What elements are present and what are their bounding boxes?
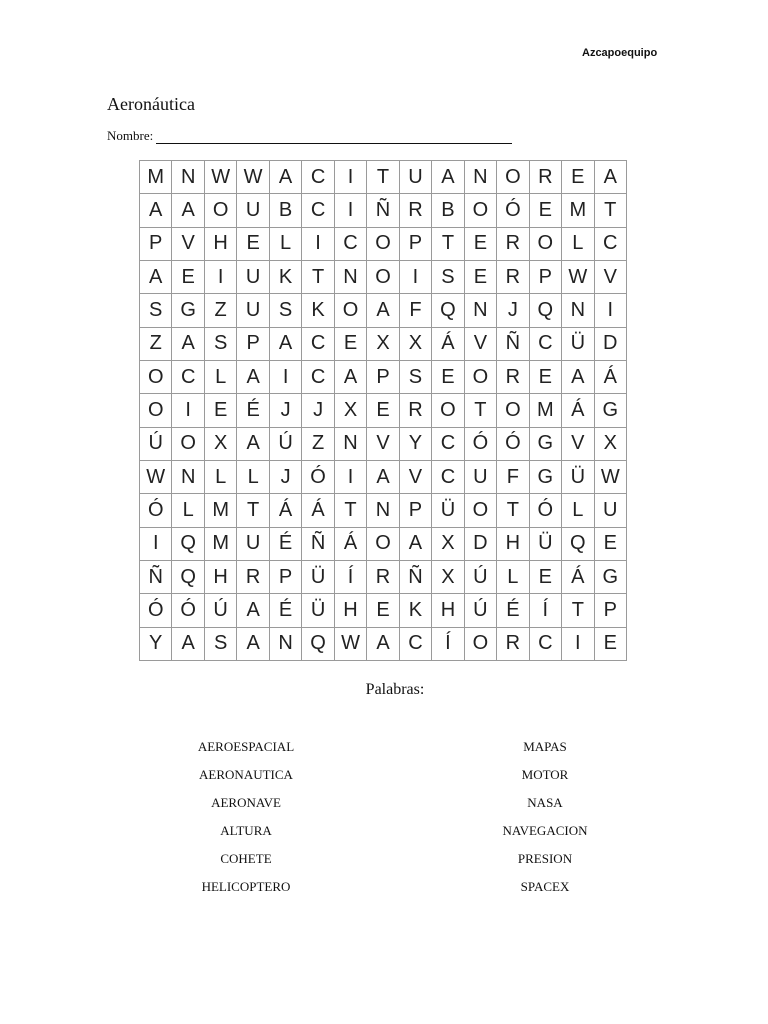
grid-cell: X — [400, 328, 432, 361]
grid-cell: Á — [432, 328, 464, 361]
grid-cell: I — [172, 394, 204, 427]
grid-cell: Á — [562, 561, 594, 594]
grid-cell: U — [595, 494, 627, 527]
grid-cell: M — [205, 528, 237, 561]
grid-cell: Z — [302, 428, 334, 461]
grid-cell: Á — [335, 528, 367, 561]
grid-cell: E — [172, 261, 204, 294]
grid-cell: N — [465, 161, 497, 194]
grid-cell: K — [270, 261, 302, 294]
grid-cell: L — [205, 361, 237, 394]
grid-cell: N — [172, 161, 204, 194]
grid-cell: C — [302, 161, 334, 194]
grid-cell: O — [205, 194, 237, 227]
word-item: HELICOPTERO — [201, 879, 291, 894]
grid-cell: X — [595, 428, 627, 461]
grid-cell: N — [172, 461, 204, 494]
grid-cell: Ó — [465, 428, 497, 461]
grid-cell: C — [335, 228, 367, 261]
grid-cell: V — [367, 428, 399, 461]
grid-cell: Q — [302, 628, 334, 661]
grid-cell: E — [237, 228, 269, 261]
grid-cell: K — [302, 294, 334, 327]
grid-cell: P — [400, 494, 432, 527]
word-item: SPACEX — [520, 879, 570, 894]
grid-cell: H — [205, 561, 237, 594]
grid-cell: P — [595, 594, 627, 627]
name-field-row — [107, 128, 512, 144]
grid-cell: J — [497, 294, 529, 327]
grid-cell: U — [237, 194, 269, 227]
grid-cell: J — [270, 461, 302, 494]
grid-cell: A — [595, 161, 627, 194]
grid-cell: Ú — [140, 428, 172, 461]
grid-cell: O — [465, 361, 497, 394]
grid-cell: Ñ — [140, 561, 172, 594]
grid-cell: G — [595, 561, 627, 594]
grid-cell: R — [237, 561, 269, 594]
grid-cell: A — [140, 261, 172, 294]
grid-cell: P — [270, 561, 302, 594]
grid-cell: N — [465, 294, 497, 327]
grid-cell: L — [562, 228, 594, 261]
grid-cell: Ü — [562, 461, 594, 494]
grid-cell: Í — [335, 561, 367, 594]
grid-cell: O — [140, 394, 172, 427]
grid-cell: I — [302, 228, 334, 261]
grid-cell: Q — [172, 528, 204, 561]
grid-cell: L — [562, 494, 594, 527]
grid-cell: Ó — [172, 594, 204, 627]
grid-cell: X — [432, 528, 464, 561]
grid-cell: Ü — [562, 328, 594, 361]
grid-cell: M — [205, 494, 237, 527]
grid-cell: C — [595, 228, 627, 261]
grid-cell: O — [335, 294, 367, 327]
grid-cell: E — [335, 328, 367, 361]
grid-cell: Q — [432, 294, 464, 327]
grid-cell: E — [595, 628, 627, 661]
grid-cell: O — [465, 628, 497, 661]
grid-cell: A — [270, 161, 302, 194]
grid-cell: E — [465, 228, 497, 261]
grid-cell: V — [595, 261, 627, 294]
grid-cell: I — [140, 528, 172, 561]
grid-cell: V — [172, 228, 204, 261]
grid-cell: A — [172, 328, 204, 361]
grid-cell: Ü — [302, 594, 334, 627]
grid-cell: L — [237, 461, 269, 494]
grid-cell: T — [367, 161, 399, 194]
grid-cell: É — [237, 394, 269, 427]
grid-cell: E — [465, 261, 497, 294]
grid-cell: L — [172, 494, 204, 527]
grid-cell: W — [595, 461, 627, 494]
word-item: COHETE — [220, 851, 272, 866]
grid-cell: F — [497, 461, 529, 494]
grid-cell: C — [302, 361, 334, 394]
grid-cell: N — [270, 628, 302, 661]
grid-cell: Á — [270, 494, 302, 527]
grid-cell: Q — [562, 528, 594, 561]
grid-cell: R — [497, 361, 529, 394]
grid-cell: E — [595, 528, 627, 561]
grid-cell: U — [465, 461, 497, 494]
grid-cell: A — [172, 194, 204, 227]
grid-cell: W — [335, 628, 367, 661]
grid-cell: A — [237, 594, 269, 627]
grid-cell: Q — [172, 561, 204, 594]
grid-cell: S — [270, 294, 302, 327]
grid-cell: Ó — [497, 194, 529, 227]
grid-cell: A — [140, 194, 172, 227]
grid-cell: Z — [140, 328, 172, 361]
grid-cell: K — [400, 594, 432, 627]
grid-cell: L — [497, 561, 529, 594]
grid-cell: U — [237, 294, 269, 327]
page-title: Aeronáutica — [107, 94, 195, 114]
grid-cell: E — [562, 161, 594, 194]
grid-cell: N — [562, 294, 594, 327]
grid-cell: V — [400, 461, 432, 494]
grid-cell: P — [530, 261, 562, 294]
grid-cell: R — [400, 394, 432, 427]
grid-cell: Ñ — [302, 528, 334, 561]
grid-cell: F — [400, 294, 432, 327]
grid-cell: R — [497, 261, 529, 294]
grid-cell: É — [270, 594, 302, 627]
grid-cell: W — [205, 161, 237, 194]
grid-cell: E — [367, 394, 399, 427]
grid-cell: N — [335, 428, 367, 461]
grid-cell: A — [367, 461, 399, 494]
grid-cell: Z — [205, 294, 237, 327]
name-blank-line — [156, 131, 512, 144]
grid-cell: S — [205, 628, 237, 661]
grid-cell: Á — [595, 361, 627, 394]
grid-cell: C — [432, 428, 464, 461]
grid-cell: J — [302, 394, 334, 427]
grid-cell: R — [530, 161, 562, 194]
grid-cell: Á — [562, 394, 594, 427]
grid-cell: P — [367, 361, 399, 394]
grid-cell: A — [237, 628, 269, 661]
grid-cell: M — [530, 394, 562, 427]
grid-cell: Ú — [205, 594, 237, 627]
word-list-right — [445, 738, 645, 906]
grid-cell: H — [335, 594, 367, 627]
grid-cell: B — [432, 194, 464, 227]
grid-cell: E — [530, 561, 562, 594]
grid-cell: I — [335, 461, 367, 494]
grid-cell: X — [432, 561, 464, 594]
grid-cell: E — [205, 394, 237, 427]
grid-cell: R — [497, 228, 529, 261]
grid-cell: Ü — [302, 561, 334, 594]
grid-cell: A — [562, 361, 594, 394]
grid-cell: Ñ — [367, 194, 399, 227]
grid-cell: V — [562, 428, 594, 461]
grid-cell: C — [302, 328, 334, 361]
grid-cell: Ú — [465, 594, 497, 627]
grid-cell: C — [530, 328, 562, 361]
grid-cell: S — [205, 328, 237, 361]
grid-cell: O — [140, 361, 172, 394]
brand-label: Azcapoequipo — [582, 47, 658, 59]
word-item: MOTOR — [521, 767, 569, 782]
grid-cell: S — [400, 361, 432, 394]
grid-cell: X — [367, 328, 399, 361]
grid-cell: P — [237, 328, 269, 361]
grid-cell: E — [432, 361, 464, 394]
grid-cell: S — [432, 261, 464, 294]
word-search-grid — [139, 160, 627, 661]
grid-cell: É — [270, 528, 302, 561]
grid-cell: H — [497, 528, 529, 561]
grid-cell: Ú — [270, 428, 302, 461]
grid-cell: Ó — [530, 494, 562, 527]
grid-cell: A — [237, 428, 269, 461]
grid-cell: L — [270, 228, 302, 261]
grid-cell: M — [562, 194, 594, 227]
word-list-left — [146, 738, 346, 906]
word-item: ALTURA — [220, 823, 272, 838]
grid-cell: I — [595, 294, 627, 327]
grid-cell: Ó — [302, 461, 334, 494]
grid-cell: Ó — [140, 594, 172, 627]
grid-cell: O — [172, 428, 204, 461]
grid-cell: É — [497, 594, 529, 627]
grid-cell: C — [530, 628, 562, 661]
grid-cell: B — [270, 194, 302, 227]
grid-cell: U — [237, 261, 269, 294]
grid-cell: A — [400, 528, 432, 561]
grid-cell: Y — [140, 628, 172, 661]
grid-cell: U — [237, 528, 269, 561]
grid-cell: O — [432, 394, 464, 427]
grid-cell: A — [432, 161, 464, 194]
grid-cell: Á — [302, 494, 334, 527]
grid-cell: W — [237, 161, 269, 194]
grid-cell: Y — [400, 428, 432, 461]
grid-cell: R — [497, 628, 529, 661]
grid-cell: Ó — [497, 428, 529, 461]
grid-cell: O — [367, 261, 399, 294]
grid-cell: G — [595, 394, 627, 427]
grid-cell: W — [140, 461, 172, 494]
grid-cell: N — [367, 494, 399, 527]
grid-cell: T — [497, 494, 529, 527]
grid-cell: Í — [432, 628, 464, 661]
grid-cell: I — [400, 261, 432, 294]
grid-cell: H — [432, 594, 464, 627]
grid-cell: T — [335, 494, 367, 527]
grid-cell: U — [400, 161, 432, 194]
grid-cell: O — [530, 228, 562, 261]
grid-cell: W — [562, 261, 594, 294]
grid-cell: T — [465, 394, 497, 427]
grid-cell: C — [172, 361, 204, 394]
grid-cell: D — [465, 528, 497, 561]
grid-cell: S — [140, 294, 172, 327]
grid-cell: G — [530, 428, 562, 461]
grid-cell: G — [530, 461, 562, 494]
grid-cell: C — [302, 194, 334, 227]
grid-cell: Ú — [465, 561, 497, 594]
grid-cell: J — [270, 394, 302, 427]
grid-cell: E — [367, 594, 399, 627]
grid-cell: O — [497, 394, 529, 427]
grid-cell: A — [237, 361, 269, 394]
grid-cell: O — [465, 194, 497, 227]
grid-cell: O — [465, 494, 497, 527]
grid-cell: P — [400, 228, 432, 261]
grid-cell: Ñ — [400, 561, 432, 594]
grid-cell: E — [530, 194, 562, 227]
grid-cell: D — [595, 328, 627, 361]
grid-cell: X — [205, 428, 237, 461]
grid-cell: C — [400, 628, 432, 661]
grid-cell: L — [205, 461, 237, 494]
word-item: NASA — [527, 795, 563, 810]
grid-cell: Ü — [530, 528, 562, 561]
grid-cell: G — [172, 294, 204, 327]
grid-cell: I — [335, 194, 367, 227]
grid-cell: C — [432, 461, 464, 494]
grid-cell: A — [367, 294, 399, 327]
grid-cell: T — [562, 594, 594, 627]
grid-cell: A — [335, 361, 367, 394]
grid-cell: I — [562, 628, 594, 661]
grid-cell: Q — [530, 294, 562, 327]
word-item: AEROESPACIAL — [197, 739, 295, 754]
grid-cell: T — [302, 261, 334, 294]
grid-cell: E — [530, 361, 562, 394]
grid-cell: A — [367, 628, 399, 661]
grid-cell: R — [367, 561, 399, 594]
grid-cell: M — [140, 161, 172, 194]
grid-cell: T — [432, 228, 464, 261]
grid-cell: I — [205, 261, 237, 294]
word-item: AERONAUTICA — [199, 767, 293, 782]
grid-cell: O — [497, 161, 529, 194]
grid-cell: T — [595, 194, 627, 227]
word-item: NAVEGACION — [502, 823, 588, 838]
grid-cell: Í — [530, 594, 562, 627]
name-label: Nombre: — [107, 128, 154, 143]
grid-cell: A — [172, 628, 204, 661]
grid-cell: Ü — [432, 494, 464, 527]
grid-cell: V — [465, 328, 497, 361]
grid-cell: N — [335, 261, 367, 294]
word-item: PRESION — [517, 851, 573, 866]
grid-cell: R — [400, 194, 432, 227]
grid-cell: H — [205, 228, 237, 261]
grid-cell: Ñ — [497, 328, 529, 361]
grid-cell: X — [335, 394, 367, 427]
grid-cell: O — [367, 528, 399, 561]
word-item: MAPAS — [523, 739, 567, 754]
grid-cell: Ó — [140, 494, 172, 527]
word-item: AERONAVE — [211, 795, 281, 810]
grid-cell: O — [367, 228, 399, 261]
grid-cell: T — [237, 494, 269, 527]
grid-cell: A — [270, 328, 302, 361]
grid-cell: I — [335, 161, 367, 194]
grid-cell: P — [140, 228, 172, 261]
grid-cell: I — [270, 361, 302, 394]
words-heading: Palabras: — [365, 681, 425, 698]
